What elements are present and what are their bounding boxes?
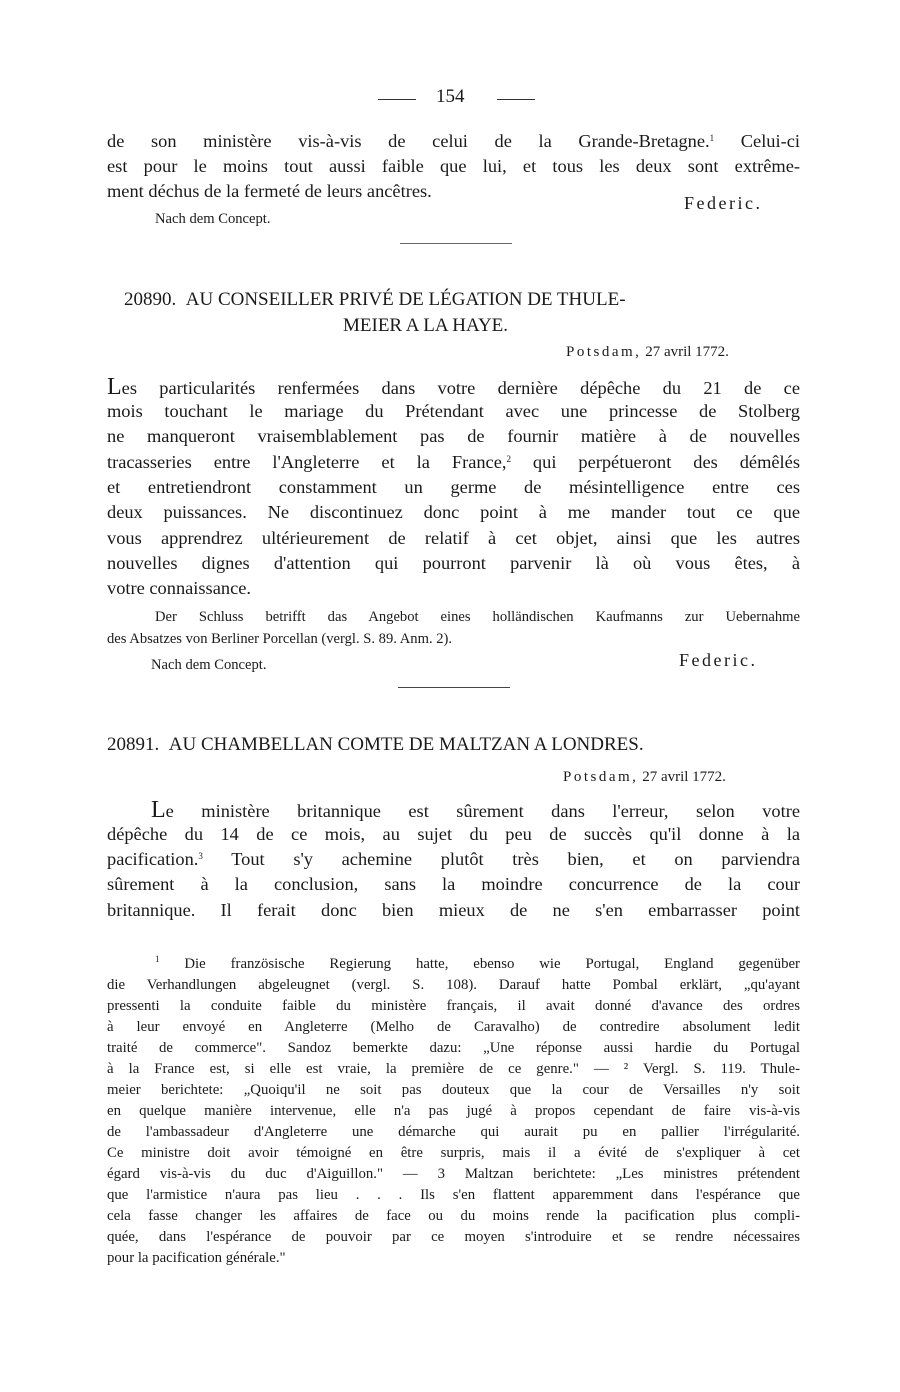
page-number: 154	[436, 86, 465, 107]
letter-line-1: Les particularités renfermées dans votre dernière dépêche du 21 de ce	[107, 374, 800, 400]
footnote-line: traité de commerce". Sandoz bemerkte dazu: „Une réponse aussi hardie du Portugal	[107, 1040, 800, 1056]
header-rule-right	[497, 99, 535, 100]
letter-line-4: sûrement à la conclusion, sans la moindre concurrence de la cour	[107, 874, 800, 894]
footnote-line: Ce ministre doit avoir témoigné en être surpris, mais il a évité de s'expliquer à cet	[107, 1145, 800, 1161]
letter-line-5: et entretiendront constamment un germe de mésintelligence entre ces	[107, 477, 800, 497]
letter-line-9: votre connaissance.	[107, 578, 252, 598]
continuation-line-3: ment déchus de la fermeté de leurs ancêtres.	[107, 181, 432, 201]
letter-line-3: pacification.$^3$ Tout s'y achemine plutôt très bien, et on parviendra	[107, 849, 800, 869]
continuation-line-1: de son ministère vis-à-vis de celui de la Grande-Bretagne.$^1$ Celui-ci	[107, 131, 801, 151]
letter-line-2: mois touchant le mariage du Prétendant avec une princesse de Stolberg	[107, 401, 800, 421]
footnote-line: de l'ambassadeur d'Angleterre une démarche qui aurait pu en pallier l'irrégularité.	[107, 1124, 800, 1140]
letter-line-4: tracasseries entre l'Angleterre et la France,$^2$ qui perpétueront des démêlés	[107, 452, 800, 472]
letter-line-5: britannique. Il ferait donc bien mieux de ne s'en embarrasser point	[107, 900, 800, 920]
letter-line-7: vous apprendrez ultérieurement de relatif à cet objet, ainsi que les autres	[107, 528, 800, 548]
footnote-line: égard vis-à-vis du duc d'Aiguillon." — 3 Maltzan berichtete: „Les ministres prétendent	[107, 1166, 800, 1182]
letter-heading: 20890. AU CONSEILLER PRIVÉ DE LÉGATION DE THULE-	[124, 289, 626, 310]
letter-heading-cont: MEIER A LA HAYE.	[343, 315, 509, 336]
footnote-line: cela fasse changer les affaires de face ou du moins rende la pacification plus compli-	[107, 1208, 800, 1224]
footnote-line: à leur envoyé en Angleterre (Melho de Caravalho) de contredire absolument ledit	[107, 1019, 800, 1035]
footnote-line: die Verhandlungen abgeleugnet (vergl. S. 108). Darauf hatte Pombal erklärt, „qu'ayant	[107, 977, 800, 993]
editor-note-line-1: Der Schluss betrifft das Angebot eines holländischen Kaufmanns zur Uebernahme	[155, 609, 800, 625]
letter-number: 20891.	[107, 734, 160, 755]
letter-number: 20890.	[124, 289, 177, 310]
header-rule-left	[378, 99, 416, 100]
drop-initial: L	[151, 797, 166, 823]
letter-line-3: ne manqueront vraisemblablement pas de fournir matière à de nouvelles	[107, 426, 800, 446]
letter-line-6: deux puissances. Ne discontinuez donc point à me mander tout ce que	[107, 502, 800, 522]
signature: Federic.	[684, 193, 763, 213]
letter-dateline: Potsdam, 27 avril 1772.	[563, 769, 726, 785]
footnote-line: à la France est, si elle est vraie, la première de ce genre." — ² Vergl. S. 119. Thule-	[107, 1061, 800, 1077]
editor-note-line-2: des Absatzes von Berliner Porcellan (vergl. S. 89. Anm. 2).	[107, 631, 453, 647]
footnote-line: pressenti la conduite faible du ministère français, il avait donné d'avance des ordres	[107, 998, 800, 1014]
source-note: Nach dem Concept.	[155, 211, 271, 227]
footnote-line: $^1$ Die französische Regierung hatte, ebenso wie Portugal, England gegenüber	[155, 954, 800, 972]
letter-line-2: dépêche du 14 de ce mois, au sujet du peu de succès qu'il donne à la	[107, 824, 800, 844]
continuation-line-2: est pour le moins tout aussi faible que lui, et tous les deux sont extrême-	[107, 156, 800, 176]
section-divider	[398, 687, 510, 688]
drop-initial: L	[107, 374, 122, 400]
letter-line-1: Le ministère britannique est sûrement dans l'erreur, selon votre	[151, 797, 800, 823]
signature: Federic.	[679, 650, 758, 670]
footnote-line: pour la pacification générale."	[107, 1250, 286, 1266]
section-divider	[400, 243, 512, 244]
footnote-line: meier berichtete: „Quoiqu'il ne soit pas douteux que la cour de Versailles n'y soit	[107, 1082, 800, 1098]
footnote-line: que l'armistice n'aura pas lieu . . . Ils s'en flattent apparemment dans l'espérance que	[107, 1187, 800, 1203]
letter-dateline: Potsdam, 27 avril 1772.	[566, 344, 729, 360]
letter-heading: 20891. AU CHAMBELLAN COMTE DE MALTZAN A LONDRES.	[107, 734, 644, 755]
footnote-line: en quelque manière intervenue, elle n'a pas jugé à propos cependant de faire vis-à-vis	[107, 1103, 800, 1119]
footnote-line: quée, dans l'espérance de pouvoir par ce moyen s'introduire et se rendre nécessaires	[107, 1229, 800, 1245]
source-note: Nach dem Concept.	[151, 657, 267, 673]
letter-line-8: nouvelles dignes d'attention qui pourront parvenir là où vous êtes, à	[107, 553, 800, 573]
